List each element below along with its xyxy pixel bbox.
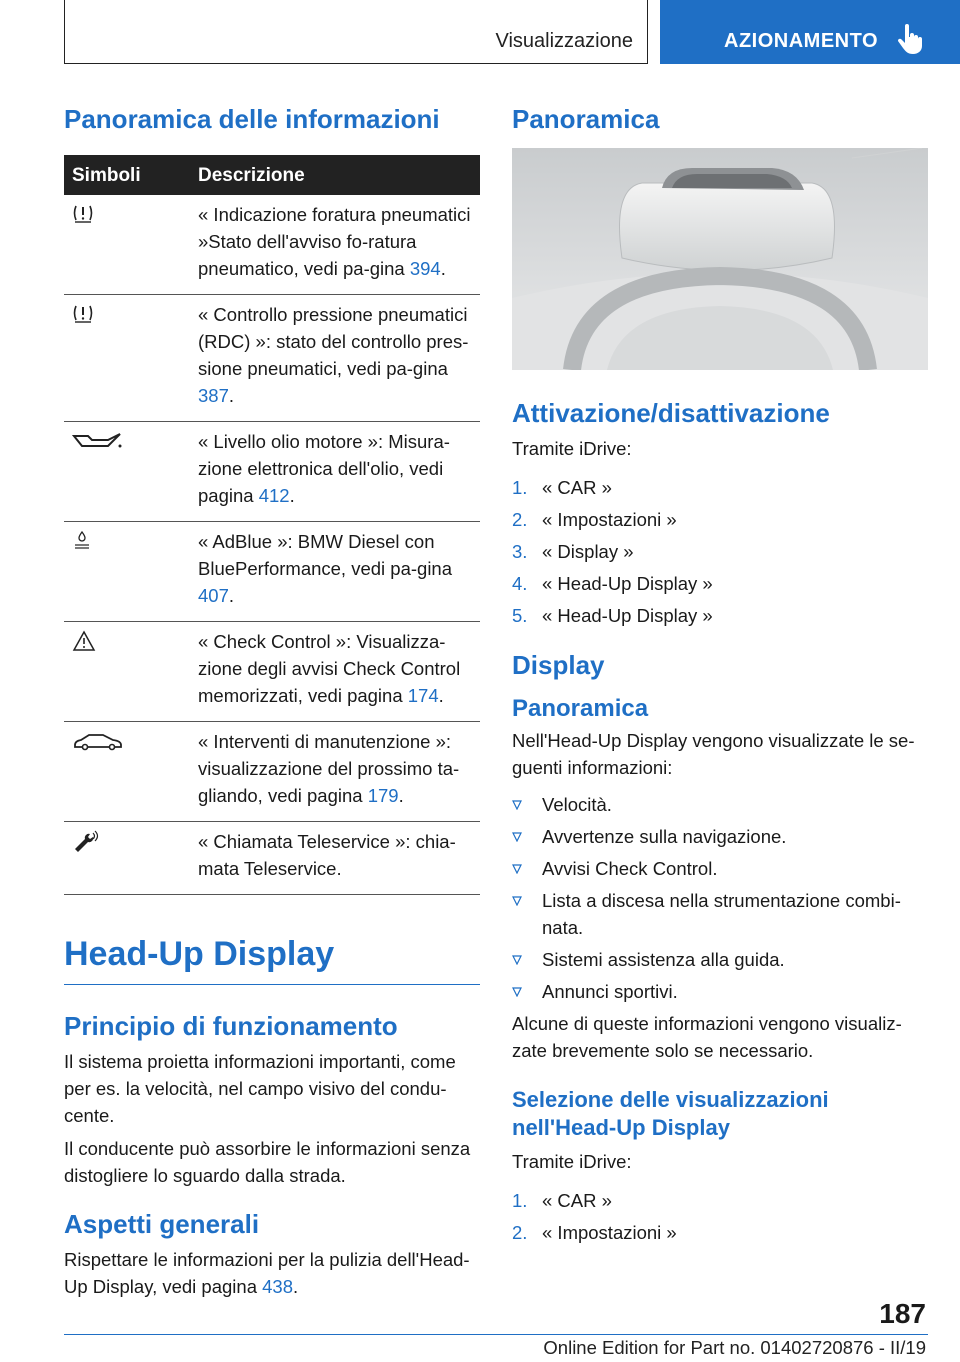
table-header-description: Descrizione: [190, 155, 480, 195]
list-item: [512, 823, 928, 850]
step-text: « Head-Up Display »: [542, 573, 713, 594]
right-column: [512, 104, 928, 135]
page-link[interactable]: 174: [407, 685, 439, 706]
table-row: [64, 622, 480, 722]
display-heading: Display: [512, 650, 605, 680]
overview-heading: Panoramica: [512, 104, 660, 134]
page-link[interactable]: 394: [409, 258, 441, 279]
principle-paragraph-1: Il sistema proietta informazioni importanti, come per es. la velocità, nel campo visivo del condu-cente.: [64, 1051, 456, 1126]
step-number: 4.: [512, 573, 528, 594]
display-info-list: [512, 791, 928, 1005]
warning-triangle-icon: [72, 630, 96, 652]
row-text: « Indicazione foratura pneumatici »Stato dell'avviso fo-ratura pneumatico, vedi pa-gina: [198, 204, 471, 279]
list-item[interactable]: [512, 536, 928, 568]
hud-dashboard-photo: [512, 148, 928, 370]
general-end: .: [293, 1276, 299, 1297]
principle-paragraph-2: Il conducente può assorbire le informazioni senza distogliere lo sguardo dalla strada.: [64, 1138, 471, 1186]
general-heading: Aspetti generali: [64, 1209, 260, 1239]
activation-intro: Tramite iDrive:: [512, 438, 632, 459]
edition-note: Online Edition for Part no. 01402720876 - II/19: [543, 1337, 926, 1358]
list-item[interactable]: [512, 472, 928, 504]
row-text: « Controllo pressione pneumatici (RDC) »: stato del controllo pres-sione pneumatici, vedi pa-gina: [198, 304, 469, 379]
row-end: .: [398, 785, 404, 806]
step-text: « Head-Up Display »: [542, 605, 713, 626]
bullet-text: Velocità.: [542, 794, 612, 815]
step-number: 2.: [512, 1222, 528, 1243]
activation-steps: [512, 472, 928, 632]
list-item[interactable]: [512, 600, 928, 632]
row-text: « Interventi di manutenzione »: visualizzazione del prossimo ta-gliando, vedi pagina: [198, 731, 460, 806]
overview-paragraph: Nell'Head-Up Display vengono visualizzate le se-guenti informazioni:: [512, 730, 915, 778]
list-item: [512, 887, 928, 941]
selection-heading: Selezione delle visualizzazioni nell'Head-Up Display: [512, 1087, 829, 1140]
step-text: « Display »: [542, 541, 634, 562]
pointing-hand-icon: [896, 24, 924, 54]
table-row: [64, 722, 480, 822]
step-text: « CAR »: [542, 1190, 612, 1211]
wrench-call-icon: [72, 830, 100, 852]
display-overview-heading: Panoramica: [512, 695, 649, 722]
page-link[interactable]: 407: [198, 585, 229, 606]
bullet-text: Lista a discesa nella strumentazione combi-nata.: [542, 890, 901, 938]
table-row: [64, 195, 480, 295]
header-section-tab: [64, 0, 648, 64]
chapter-title: AZIONAMENTO: [724, 30, 879, 52]
step-number: 5.: [512, 605, 528, 626]
list-item: [512, 946, 928, 973]
row-end: .: [289, 485, 295, 506]
list-item[interactable]: [512, 568, 928, 600]
page-number: 187: [879, 1298, 926, 1329]
oil-can-icon: [72, 430, 124, 452]
right-column-body: [512, 398, 928, 1249]
step-number: 1.: [512, 477, 528, 498]
page-link[interactable]: 412: [258, 485, 290, 506]
bullet-triangle-icon: [512, 832, 522, 842]
selection-steps: [512, 1185, 928, 1249]
adblue-icon: [72, 530, 92, 550]
row-text: « Check Control »: Visualizza-zione degli avvisi Check Control memorizzati, vedi pagina: [198, 631, 461, 706]
activation-heading: Attivazione/disattivazione: [512, 398, 830, 428]
row-end: .: [228, 385, 235, 406]
step-number: 3.: [512, 541, 528, 562]
list-item[interactable]: [512, 504, 928, 536]
footer-divider: [64, 1334, 928, 1335]
selection-intro: Tramite iDrive:: [512, 1151, 632, 1172]
table-header-symbols: Simboli: [64, 155, 190, 195]
bullet-triangle-icon: [512, 864, 522, 874]
row-text: « Chiamata Teleservice »: chia-mata Teleservice.: [198, 831, 456, 879]
section-title: Visualizzazione: [495, 30, 633, 52]
step-number: 1.: [512, 1190, 528, 1211]
bullet-text: Annunci sportivi.: [542, 981, 678, 1002]
general-text: Rispettare le informazioni per la pulizia dell'Head-Up Display, vedi pagina: [64, 1249, 470, 1297]
page-link[interactable]: 179: [367, 785, 399, 806]
table-row: [64, 422, 480, 522]
page-link[interactable]: 387: [198, 385, 229, 406]
header-chapter-tab: [660, 0, 960, 64]
row-text: « AdBlue »: BMW Diesel con BluePerformance, vedi pa-gina: [198, 531, 453, 579]
row-end: .: [228, 585, 235, 606]
list-item: [512, 791, 928, 818]
bullet-text: Avvertenze sulla navigazione.: [542, 826, 787, 847]
step-number: 2.: [512, 509, 528, 530]
general-paragraph: [64, 1246, 480, 1300]
principle-heading: Principio di funzionamento: [64, 1011, 398, 1041]
car-service-icon: [72, 730, 124, 752]
tire-pressure-icon: [72, 303, 94, 323]
list-item[interactable]: [512, 1217, 928, 1249]
step-text: « Impostazioni »: [542, 509, 677, 530]
list-item: [512, 978, 928, 1005]
bullet-text: Sistemi assistenza alla guida.: [542, 949, 785, 970]
table-row: [64, 522, 480, 622]
bullet-text: Avvisi Check Control.: [542, 858, 718, 879]
bullet-triangle-icon: [512, 987, 522, 997]
hud-chapter-heading: Head-Up Display: [64, 935, 480, 985]
some-info-paragraph: Alcune di queste informazioni vengono visualiz-zate brevemente solo se necessario.: [512, 1013, 902, 1061]
table-row: [64, 822, 480, 895]
info-overview-heading: Panoramica delle informazioni: [64, 104, 440, 134]
row-end: .: [438, 685, 444, 706]
list-item[interactable]: [512, 1185, 928, 1217]
step-text: « CAR »: [542, 477, 612, 498]
row-end: .: [440, 258, 446, 279]
left-column: [64, 104, 480, 1300]
info-symbols-table: [64, 155, 480, 895]
bullet-triangle-icon: [512, 955, 522, 965]
list-item: [512, 855, 928, 882]
bullet-triangle-icon: [512, 800, 522, 810]
table-row: [64, 295, 480, 422]
row-text: « Livello olio motore »: Misura-zione elettronica dell'olio, vedi pagina: [198, 431, 450, 506]
bullet-triangle-icon: [512, 896, 522, 906]
tire-warning-icon: [72, 203, 94, 223]
page-link[interactable]: 438: [262, 1276, 294, 1297]
step-text: « Impostazioni »: [542, 1222, 677, 1243]
